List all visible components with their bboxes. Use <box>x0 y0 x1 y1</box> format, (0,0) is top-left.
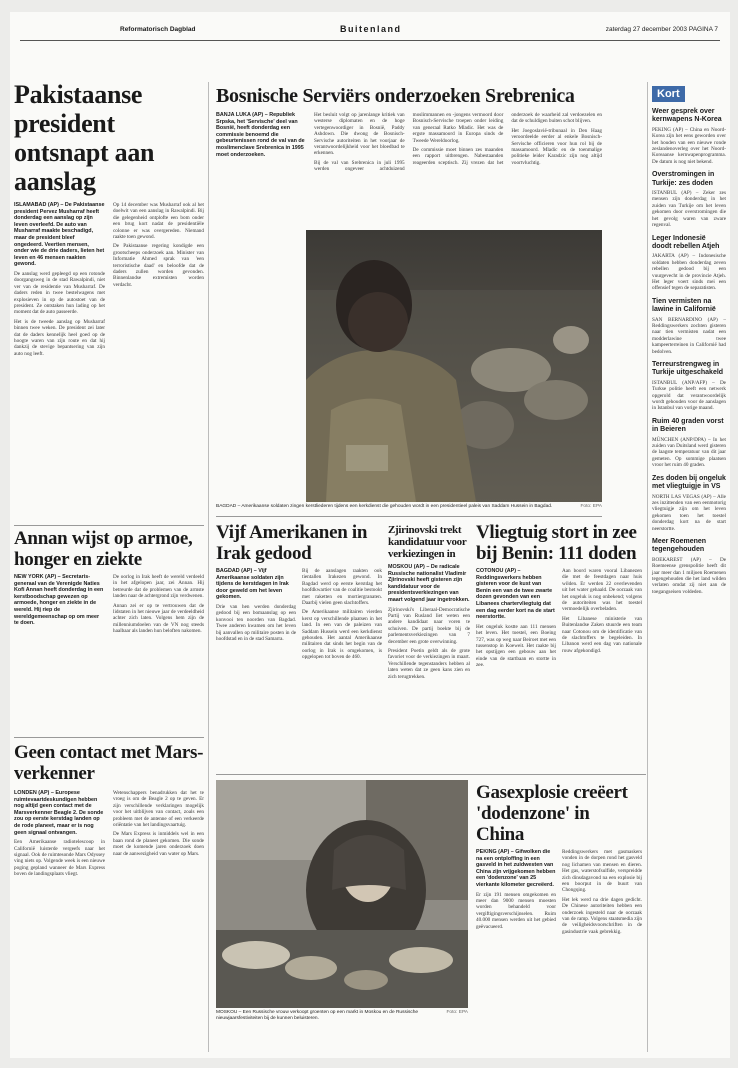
column-divider <box>647 82 648 1052</box>
lead-srebrenica: BANJA LUKA (AP) – Republiek Srpska, het 'Servische' deel van Bosnië, heeft donderdag een commissie benoemd die gebeurtenissen rond de val van de moslimenclave Srebrenica in 1995 moet onderzoeken. <box>216 112 305 158</box>
photo-soldiers <box>306 230 602 502</box>
paragraph: Zjirinovski's Liberaal-Democratische Partij van Rusland liet weten een andere kandidaat naar voren te schuiven. De partij boekte bij de parlementsverkiezingen van 7 december een grote overwinning. <box>388 606 470 645</box>
headline-pakistan: Pakistaanse president ontsnapt aan aanslag <box>14 80 155 196</box>
paragraph: Wetenschappers benadrukken dat het te vroeg is om de Beagle 2 op te geven. Er zijn verschillende verklaringen mogelijk voor het uitblijven van contact, zoals een probleem met de antenne of een verkeerde oriëntatie van het landingsvaartuig. <box>113 790 204 829</box>
photo-credit: Foto: EPA <box>446 1010 468 1015</box>
paragraph: Het Libanese ministerie van Buitenlandse Zaken stuurde een team naar Cotonou om de identificatie van de slachtoffers te begeleiden. In Libanon werd een dag van nationale rouw afgekondigd. <box>562 615 642 654</box>
paragraph: Reddingswerkers met gasmaskers vonden in de dorpen rond het gasveld nog lichamen van mensen en dieren. Het gas, waterstofsulfide, verspreidde zich dinsdagavond na een explosie bij een boorput in de buurt van Chongqing. <box>562 849 642 894</box>
divider <box>14 737 204 738</box>
paragraph: De oorlog in Irak heeft de wereld verdeeld in het afgelopen jaar, zei Annan. Hij betreurde dat de problemen van de armste landen naar de achtergrond zijn verdwenen. <box>113 574 204 600</box>
paragraph: De Amerikaanse militairen vierden kerst op verschillende plaatsen in het land. In een van de paleizen van Saddam Hussein werd een kerkdienst gehouden. Het aantal Amerikaanse militairen dat sinds het begin van de oorlog in Irak is omgekomen, is opgelopen tot boven de 460. <box>302 609 382 661</box>
kort-item-text: MÜNCHEN (ANP/DPA) – In het zuiden van Duitsland werd gisteren de laagste temperatuur van dit jaar gemeten. Op sommige plaatsen vroor het ruim 40 graden. <box>652 436 726 469</box>
paragraph: Het Joegoslavië-tribunaal in Den Haag veroordeelde eerder al enkele Bosnisch-Servische officieren voor hun rol bij de massamoord. Mladic en de toenmalige politieke leider Karadzic zijn nog altijd voortvluchtig. <box>511 127 602 166</box>
kort-column <box>652 84 726 595</box>
article-pakistan <box>14 80 204 360</box>
caption-text: BAGDAD – Amerikaanse soldaten zingen kerstliederen tijdens een kerkdienst die gehouden wordt in een presidentieel paleis van Saddam Hussein in Bagdad. <box>216 504 553 509</box>
divider <box>14 525 204 526</box>
paragraph: Bij de aanslagen raakten ook tientallen Irakezen gewond. In Bagdad werd op eerste kerstdag het hoofdkwartier van de coalitie bestookt met raketten en mortiergranaten. Daarbij vielen geen slachtoffers. <box>302 568 382 607</box>
kort-item-title: Meer Roemenen tegengehouden <box>652 537 707 554</box>
kort-item <box>652 108 726 165</box>
paragraph: De aanslag werd gepleegd op een rotonde doorgangsweg in de stad Rawalpindi, niet ver van de residentie van Musharraf. De daders reden in twee bestelwagens met explosieven in op de autostoet van de president. Ze ontstaken hun lading op het moment dat de auto passeerde. <box>14 270 105 316</box>
paragraph: Het is de tweede aanslag op Musharraf binnen twee weken. De president zei later dat de daders kennelijk heel goed op de hoogte waren van zijn route en dat hij dankzij de stevige bepantsering van zijn auto nog leeft. <box>14 318 105 357</box>
publication-name: Reformatorisch Dagblad <box>120 26 196 33</box>
lead-zjirinovski: MOSKOU (AP) – De radicale Russische nationalist Vladimir Zjirinovski heeft gisteren zijn kandidatuur voor de presidentsverkiezingen van maart volgend jaar ingetrokken. <box>388 564 470 603</box>
photo-soldiers-caption <box>216 504 602 510</box>
kort-item <box>652 475 726 532</box>
headline-irak: Vijf Amerikanen in Irak gedood <box>216 522 368 564</box>
lead-benin: COTONOU (AP) – Reddingswerkers hebben gisteren voor de kust van Benin een van de twee zwarte dozen gevonden van een Libanees chartervliegtuig dat een dag eerder kort na de start neerstortte. <box>476 568 555 621</box>
kort-item <box>652 235 726 292</box>
paragraph: Er zijn 191 mensen omgekomen en meer dan 9000 mensen moesten worden behandeld voor vergiftigingsverschijnselen. Ruim 40.000 mensen werden uit het gebied geëvacueerd. <box>476 891 556 930</box>
headline-benin: Vliegtuig stort in zee bij Benin: 111 doden <box>476 522 637 564</box>
paragraph: Het lek werd na drie dagen gedicht. De Chinese autoriteiten hebben een onderzoek ingesteld naar de oorzaak van de ramp. Volgens staatsmedia zijn de veiligheidsvoorschriften in de gasindustrie vaak gebrekkig. <box>562 896 642 935</box>
paragraph: President Poetin geldt als de grote favoriet voor de verkiezingen in maart. Verschillende tegenstanders hebben al laten weten dat ze geen kans zien en zich terugtrekken. <box>388 648 470 680</box>
paragraph: De Mars Express is inmiddels wel in een baan rond de planeet gekomen. Die sonde moet de komende jaren onderzoek doen naar de aanwezigheid van water op Mars. <box>113 831 204 857</box>
kort-item-text: BOEKAREST (AP) – De Roemeense grenspolitie heeft dit jaar meer dan 1 miljoen Roemenen tegengehouden die het land wilden verlaten omdat zij niet aan de toegangseisen voldeden. <box>652 556 726 595</box>
lead-pakistan: ISLAMABAD (AP) – De Pakistaanse president Pervez Musharraf heeft donderdag een aanslag op zijn leven overleefd. De auto van Musharraf maakte beschadigd, maar de president bleef ongedeerd. Veertien mensen, onder wie de drie daders, lieten het leven en 46 mensen raakten gewond. <box>14 202 105 268</box>
divider <box>216 516 602 517</box>
page-header <box>120 24 718 38</box>
photo-market <box>216 780 468 1008</box>
kort-item <box>652 418 726 469</box>
paragraph: Een Amerikaanse radiotelescoop in Californië luisterde vergeefs naar het signaal. Ook de ruimtesonde Mars Odyssey ving niets op. Volgende week is een nieuwe poging gepland wanneer de Mars Express boven de landingsplaats vliegt. <box>14 839 105 878</box>
lead-annan: NEW YORK (AP) – Secretaris-generaal van de Verenigde Naties Kofi Annan heeft donderdag in een kerstboodschap gewezen op armoede, honger en ziekte in de wereld. Hij riep de wereldgemeenschap op om meer te doen. <box>14 574 104 627</box>
kort-item-text: NORTH LAS VEGAS (AP) – Alle zes inzittenden van een eenmotorig vliegtuigje zijn om het leven gekomen toen het toestel donderdag kort na de start neerstortte. <box>652 493 726 532</box>
kort-item-text: ISTANBUL (ANP/AFP) – De Turkse politie heeft een netwerk opgerold dat verantwoordelijk wordt gehouden voor de aanslagen in Istanbul van vorige maand. <box>652 379 726 412</box>
headline-zjirinovski: Zjirinovski trekt kandidatuur voor verkiezingen in <box>388 524 467 560</box>
headline-annan: Annan wijst op armoe, honger en ziekte <box>14 528 193 570</box>
kort-item-title: Tien vermisten na lawine in Californië <box>652 297 716 314</box>
kort-item <box>652 298 726 355</box>
header-rule <box>20 40 720 41</box>
headline-srebrenica: Bosnische Serviërs onderzoeken Srebrenica <box>216 85 575 107</box>
divider <box>216 774 646 775</box>
kort-item-title: Zes doden bij ongeluk met vliegtuigje in VS <box>652 474 726 491</box>
paragraph: Annan zei er op te vertrouwen dat de lidstaten in het nieuwe jaar de verdeeldheid achter zich laten. Volgens hem zijn de millenniumdoelen van de VN nog steeds haalbaar als landen hun beloften nakomen. <box>113 602 204 635</box>
kort-item-text: SAN BERNARDINO (AP) – Reddingswerkers zochten gisteren naar tien vermisten nadat een modderlawine twee kampeerterreinen in Californië had bedolven. <box>652 316 726 355</box>
paragraph: Het ongeluk kostte aan 111 mensen het leven. Het toestel, een Boeing 727, was op weg naar Beiroet met een tussenstop in Koeweit. Het raakte bij het opstijgen een gebouw aan het einde van de startbaan en stortte in zee. <box>476 623 556 669</box>
photo-market-caption <box>216 1010 468 1022</box>
kort-item-text: PEKING (AP) – China en Noord-Korea zijn het eens geworden over het houden van een nieuwe ronde zeslandenoverleg over het Noord-Koreaanse kernwapenprogramma. De datum is nog niet bekend. <box>652 126 726 165</box>
kort-heading: Kort <box>652 86 685 102</box>
kort-item-title: Weer gesprek over kernwapens N-Korea <box>652 108 722 124</box>
article-benin <box>476 522 642 672</box>
kort-item-title: Ruim 40 graden vorst in Beieren <box>652 417 724 434</box>
kort-item-text: ISTANBUL (AP) – Zeker zes mensen zijn donderdag in het zuiden van Turkije om het leven gekomen door overstromingen die het gevolg waren van zware regenval. <box>652 190 726 229</box>
column-divider <box>208 82 209 1052</box>
soldiers-photo-image <box>306 230 602 502</box>
caption-text: MOSKOU – Een Russische vrouw verkoopt groenten op een markt in Moskou en de Russische nieuwjaarsfestiviteiten bij de kunnen beluisteren. <box>216 1010 419 1021</box>
kort-item-title: Leger Indonesië doodt rebellen Atjeh <box>652 234 720 250</box>
article-annan <box>14 528 204 638</box>
kort-item-title: Overstromingen in Turkije: zes doden <box>652 171 715 187</box>
photo-credit: Foto: EPA <box>580 504 602 509</box>
article-mars <box>14 742 204 881</box>
article-zjirinovski <box>388 524 470 683</box>
market-photo-image <box>216 780 468 1008</box>
lead-china: PEKING (AP) – Gifwolken die na een ontploffing in een gasveld in het zuidwesten van China zijn vrijgekomen hebben een 'dodenzone' van 25 vierkante kilometer gecreëerd. <box>476 849 556 888</box>
newspaper-page <box>10 12 730 1058</box>
paragraph: Het besluit volgt op jarenlange kritiek van westerse diplomaten en de hoge vertegenwoordiger in Bosnië, Paddy Ashdown. Die dwong de Bosnisch-Servische autoriteiten in het voorjaar de verantwoordelijkheid voor het bloedbad te erkennen. <box>314 112 405 157</box>
lead-irak: BAGDAD (AP) – Vijf Amerikaanse soldaten zijn tijdens de kerstdagen in Irak door geweld om het leven gekomen. <box>216 568 289 601</box>
paragraph: Op 14 december was Musharraf ook al het doelwit van een aanslag in Rawalpindi. Bij die gelegenheid ontplofte een bom onder een brug kort nadat de presidentiële colonne er was overgereden. Niemand raakte toen gewond. <box>113 202 204 241</box>
paragraph: De Pakistaanse regering kondigde een grootscheeps onderzoek aan. Minister van Informatie Ahmed sprak van 'een terroristische daad' en beloofde dat de daders zullen worden gevonden. Binnenlandse extremisten worden verdacht. <box>113 243 204 288</box>
kort-item <box>652 171 726 228</box>
kort-item-title: Terreurstrengweg in Turkije uitgeschakeld <box>652 361 724 377</box>
lead-mars: LONDEN (AP) – Europese ruimtevaartdeskundigen hebben nog altijd geen contact met de Marsverkenner Beagle 2. De sonde zou op eerste kerstdag landen op de rode planeet, maar er is nog geen signaal ontvangen. <box>14 790 104 836</box>
date-page-number: zaterdag 27 december 2003 PAGINA 7 <box>605 26 718 33</box>
article-china <box>476 782 642 938</box>
section-title: Buitenland <box>340 24 402 34</box>
paragraph: De commissie moet binnen zes maanden een rapport uitbrengen. Nabestaanden reageerden sceptisch. Zij vrezen dat het onderzoek de waarheid zal verdoezelen en dat de schuldigen buiten schot blijven. <box>412 112 602 166</box>
headline-china: Gasexplosie creëert 'dodenzone' in China <box>476 782 628 845</box>
kort-item-text: JAKARTA (AP) – Indonesische soldaten hebben donderdag zeven rebellen gedood bij een vuurgevecht in de provincie Atjeh. Het leger voert sinds mei een offensief tegen de separatisten. <box>652 253 726 292</box>
article-srebrenica <box>216 84 602 173</box>
article-irak <box>216 522 382 664</box>
paragraph: Bij de val van Srebrenica in juli 1995 werden ongeveer achtduizend moslimmannen en -jongens vermoord door Bosnisch-Servische troepen onder leiding van generaal Ratko Mladic. Het was de ergste massamoord in Europa sinds de Tweede Wereldoorlog. <box>314 112 504 173</box>
headline-mars: Geen contact met Mars-verkenner <box>14 742 204 784</box>
paragraph: Aan boord waren vooral Libanezen die met de feestdagen naar huis wilden. Er werden 22 overlevenden uit het water gehaald. De oorzaak van het ongeluk is nog onbekend; volgens de autoriteiten was het toestel vermoedelijk overbeladen. <box>562 568 642 613</box>
kort-item <box>652 361 726 412</box>
kort-item <box>652 538 726 595</box>
paragraph: Drie van hen werden donderdag gedood bij een bomaanslag op een konvooi ten noorden van Bagdad. Twee anderen kwamen om het leven bij aanvallen op militaire posten in de hoofdstad en in de stad Samarra. <box>216 603 296 642</box>
